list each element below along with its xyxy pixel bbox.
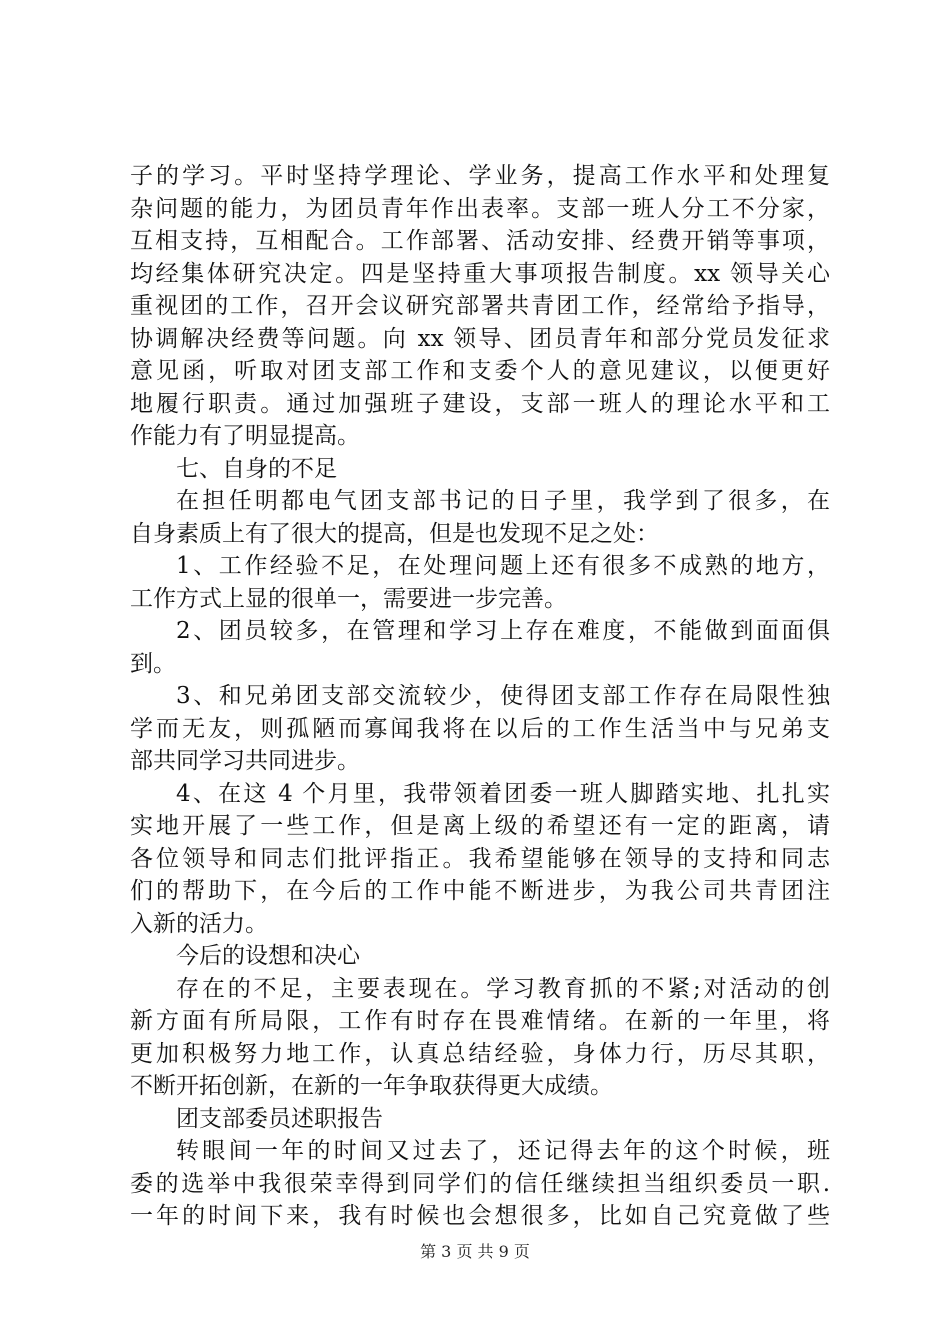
text-line: 更加积极努力地工作，认真总结经验，身体力行，历尽其职， xyxy=(130,1040,830,1067)
text-line: 一年的时间下来，我有时候也会想很多，比如自己究竟做了些 xyxy=(130,1203,830,1229)
text-line: 自身素质上有了很大的提高，但是也发现不足之处： xyxy=(130,520,659,547)
text-line: 到。 xyxy=(130,650,176,677)
text-line: 作能力有了明显提高。 xyxy=(130,423,360,449)
text-line: 3、和兄弟团支部交流较少，使得团支部工作存在局限性独 xyxy=(176,683,830,709)
text-line: 转眼间一年的时间又过去了，还记得去年的这个时候，班 xyxy=(176,1138,830,1164)
text-line: 互相支持，互相配合。工作部署、活动安排、经费开销等事项， xyxy=(130,228,830,254)
text-line: 均经集体研究决定。四是坚持重大事项报告制度。xx 领导关心 xyxy=(130,260,830,287)
text-line: 团支部委员述职报告 xyxy=(176,1105,383,1132)
text-line: 学而无友，则孤陋而寡闻我将在以后的工作生活当中与兄弟支 xyxy=(130,715,830,742)
text-line: 存在的不足，主要表现在。学习教育抓的不紧;对活动的创 xyxy=(176,975,830,1002)
text-line: 委的选举中我很荣幸得到同学们的信任继续担当组织委员一职. xyxy=(130,1170,830,1197)
text-line: 子的学习。平时坚持学理论、学业务，提高工作水平和处理复 xyxy=(130,163,830,189)
text-line: 2、团员较多，在管理和学习上存在难度，不能做到面面俱 xyxy=(176,618,830,644)
text-line: 入新的活力。 xyxy=(130,910,268,937)
text-line: 协调解决经费等问题。向 xx 领导、团员青年和部分党员发征求 xyxy=(130,325,830,352)
text-line: 们的帮助下，在今后的工作中能不断进步，为我公司共青团注 xyxy=(130,878,830,904)
text-line: 地履行职责。通过加强班子建设，支部一班人的理论水平和工 xyxy=(130,390,830,417)
page-footer: 第 3 页 共 9 页 xyxy=(420,1242,530,1261)
text-line: 七、自身的不足 xyxy=(176,455,337,482)
text-line: 新方面有所局限，工作有时存在畏难情绪。在新的一年里，将 xyxy=(130,1008,830,1034)
text-line: 杂问题的能力，为团员青年作出表率。支部一班人分工不分家， xyxy=(130,195,830,222)
text-line: 部共同学习共同进步。 xyxy=(130,748,360,774)
text-line: 意见函，听取对团支部工作和支委个人的意见建议，以便更好 xyxy=(130,358,830,384)
document-body xyxy=(130,160,830,1233)
text-line: 实地开展了一些工作，但是离上级的希望还有一定的距离，请 xyxy=(130,813,830,839)
text-line: 1、工作经验不足，在处理问题上还有很多不成熟的地方， xyxy=(176,553,830,579)
text-line: 重视团的工作，召开会议研究部署共青团工作，经常给予指导， xyxy=(130,293,830,319)
text-line: 今后的设想和决心 xyxy=(176,943,360,969)
text-line: 在担任明都电气团支部书记的日子里，我学到了很多，在 xyxy=(176,488,830,514)
text-line: 不断开拓创新，在新的一年争取获得更大成绩。 xyxy=(130,1073,613,1099)
text-line: 4、在这 4 个月里，我带领着团委一班人脚踏实地、扎扎实 xyxy=(176,780,830,807)
text-line: 各位领导和同志们批评指正。我希望能够在领导的支持和同志 xyxy=(130,845,830,872)
text-line: 工作方式上显的很单一，需要进一步完善。 xyxy=(130,585,567,612)
